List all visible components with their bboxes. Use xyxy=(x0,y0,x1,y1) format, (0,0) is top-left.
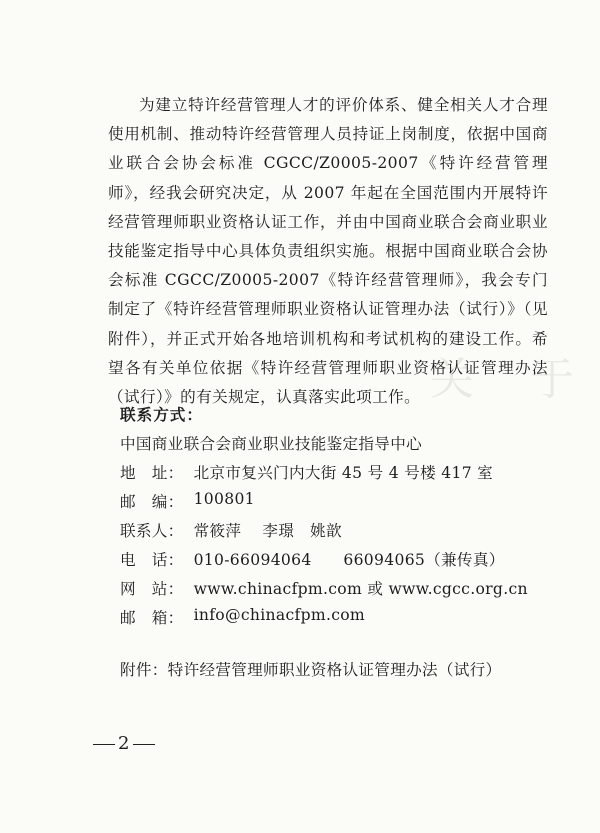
website-value: www.chinacfpm.com 或 www.cgcc.org.cn xyxy=(193,580,528,598)
phone-label: 电 话： xyxy=(120,551,184,569)
page-number xyxy=(90,733,158,754)
contact-phone-row xyxy=(120,548,505,570)
show-through-watermark: 关 于 xyxy=(430,354,580,405)
body-paragraph: 为建立特许经营管理人才的评价体系、健全相关人才合理使用机制、推动特许经营管理人员持证上岗制度，依据中国商业联合会协会标准 CGCC/Z0005-2007《特许经营管理师》，经我会研究决定，从 2007 年起在全国范围内开展特许经营管理师职业资格认证工作，并由中国商业联合会商业职业技能鉴定指导中心具体负责组织实施。根据中国商业联合会协会标准 CGCC/Z0005-2007《特许经营管理师》，我会专门制定了《特许经营管理师职业资格认证管理办法（试行）》（见附件），并正式开始各地培训机构和考试机构的建设工作。希望各有关单位依据《特许经营管理师职业资格认证管理办法（试行）》的有关规定，认真落实此项工作。 xyxy=(108,96,548,407)
contact-heading: 联系方式： xyxy=(120,405,203,424)
email-label: 邮 箱： xyxy=(120,609,184,627)
person-label: 联系人： xyxy=(120,522,184,540)
contact-website-row xyxy=(120,577,528,599)
page-dash-left xyxy=(93,744,115,745)
postcode-value: 100801 xyxy=(193,490,255,508)
address-label: 地 址： xyxy=(120,464,184,482)
contact-person-row xyxy=(120,519,342,541)
contact-address-row xyxy=(120,461,493,483)
person-value: 常筱萍 李璟 姚歆 xyxy=(193,522,342,540)
contact-organization: 中国商业联合会商业职业技能鉴定指导中心 xyxy=(120,435,422,453)
attachment-line: 附件：特许经营管理师职业资格认证管理办法（试行） xyxy=(120,661,502,679)
page-number-value: 2 xyxy=(118,733,131,754)
email-value: info@chinacfpm.com xyxy=(193,606,366,624)
page-dash-right xyxy=(133,744,155,745)
address-value: 北京市复兴门内大街 45 号 4 号楼 417 室 xyxy=(193,464,494,482)
postcode-label: 邮 编： xyxy=(120,493,184,511)
contact-postcode-row xyxy=(120,490,255,512)
contact-email-row xyxy=(120,606,365,628)
phone-value: 010-66094064 66094065（兼传真） xyxy=(193,551,505,569)
website-label: 网 站： xyxy=(120,580,184,598)
